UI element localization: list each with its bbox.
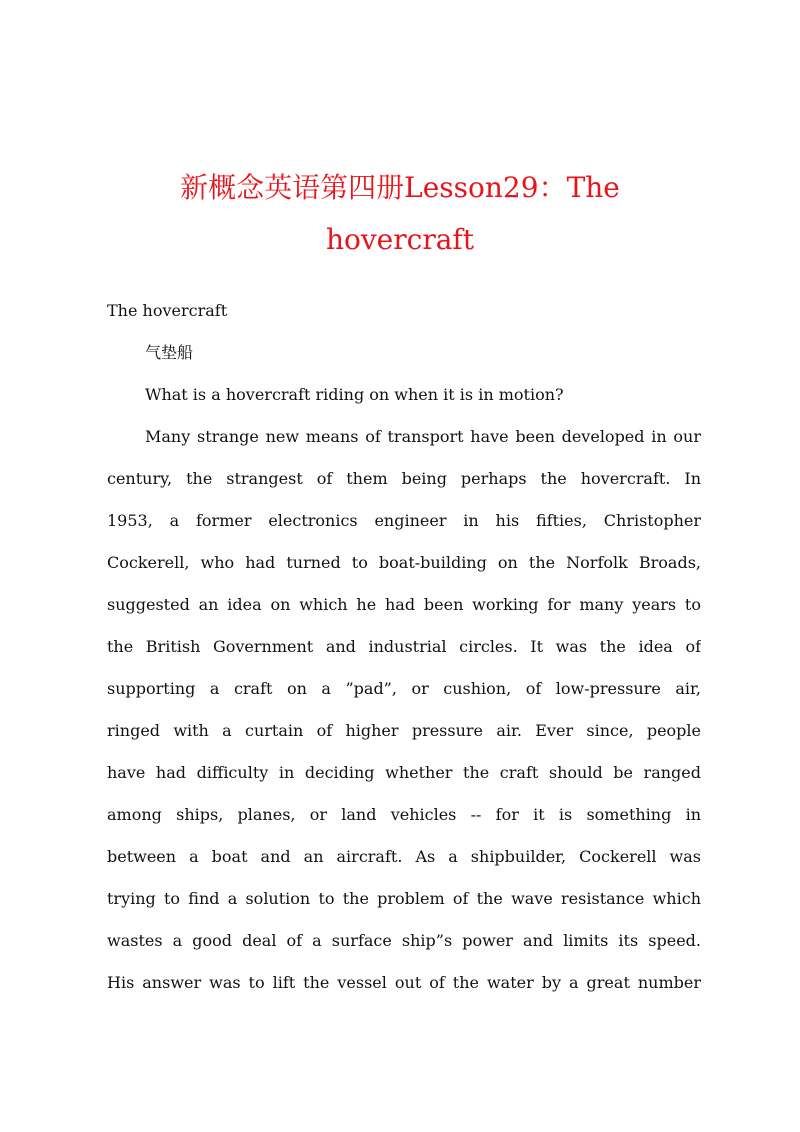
chinese-subtitle: 气垫船 [145, 343, 194, 362]
paragraph-line: Many strange new means of transport have been developed in our [145, 427, 701, 446]
paragraph-line: Cockerell, who had turned to boat-building on the Norfolk Broads, [107, 553, 701, 572]
section-heading: The hovercraft [107, 301, 228, 320]
paragraph-line: supporting a craft on a ”pad”, or cushion, of low-pressure air, [107, 679, 701, 698]
paragraph-line: 1953, a former electronics engineer in his fifties, Christopher [107, 511, 701, 530]
paragraph-line: suggested an idea on which he had been working for many years to [107, 595, 701, 614]
paragraph-line: among ships, planes, or land vehicles -- for it is something in [107, 805, 701, 824]
title-line-2: hovercraft [325, 223, 475, 256]
title-line-1: 新概念英语第四册Lesson29：The [180, 171, 620, 204]
page-title [100, 162, 700, 266]
lesson-paragraph [107, 416, 701, 1004]
paragraph-line: the British Government and industrial circles. It was the idea of [107, 637, 701, 656]
paragraph-line: His answer was to lift the vessel out of the water by a great number [107, 973, 701, 992]
paragraph-line: have had difficulty in deciding whether the craft should be ranged [107, 763, 701, 782]
paragraph-line: between a boat and an aircraft. As a shipbuilder, Cockerell was [107, 847, 701, 866]
lesson-question: What is a hovercraft riding on when it is in motion? [145, 385, 564, 404]
paragraph-line: wastes a good deal of a surface ship”s power and limits its speed. [107, 931, 701, 950]
document-body [107, 290, 701, 1004]
paragraph-line: ringed with a curtain of higher pressure air. Ever since, people [107, 721, 701, 740]
paragraph-line: century, the strangest of them being perhaps the hovercraft. In [107, 469, 701, 488]
paragraph-line: trying to find a solution to the problem of the wave resistance which [107, 889, 701, 908]
